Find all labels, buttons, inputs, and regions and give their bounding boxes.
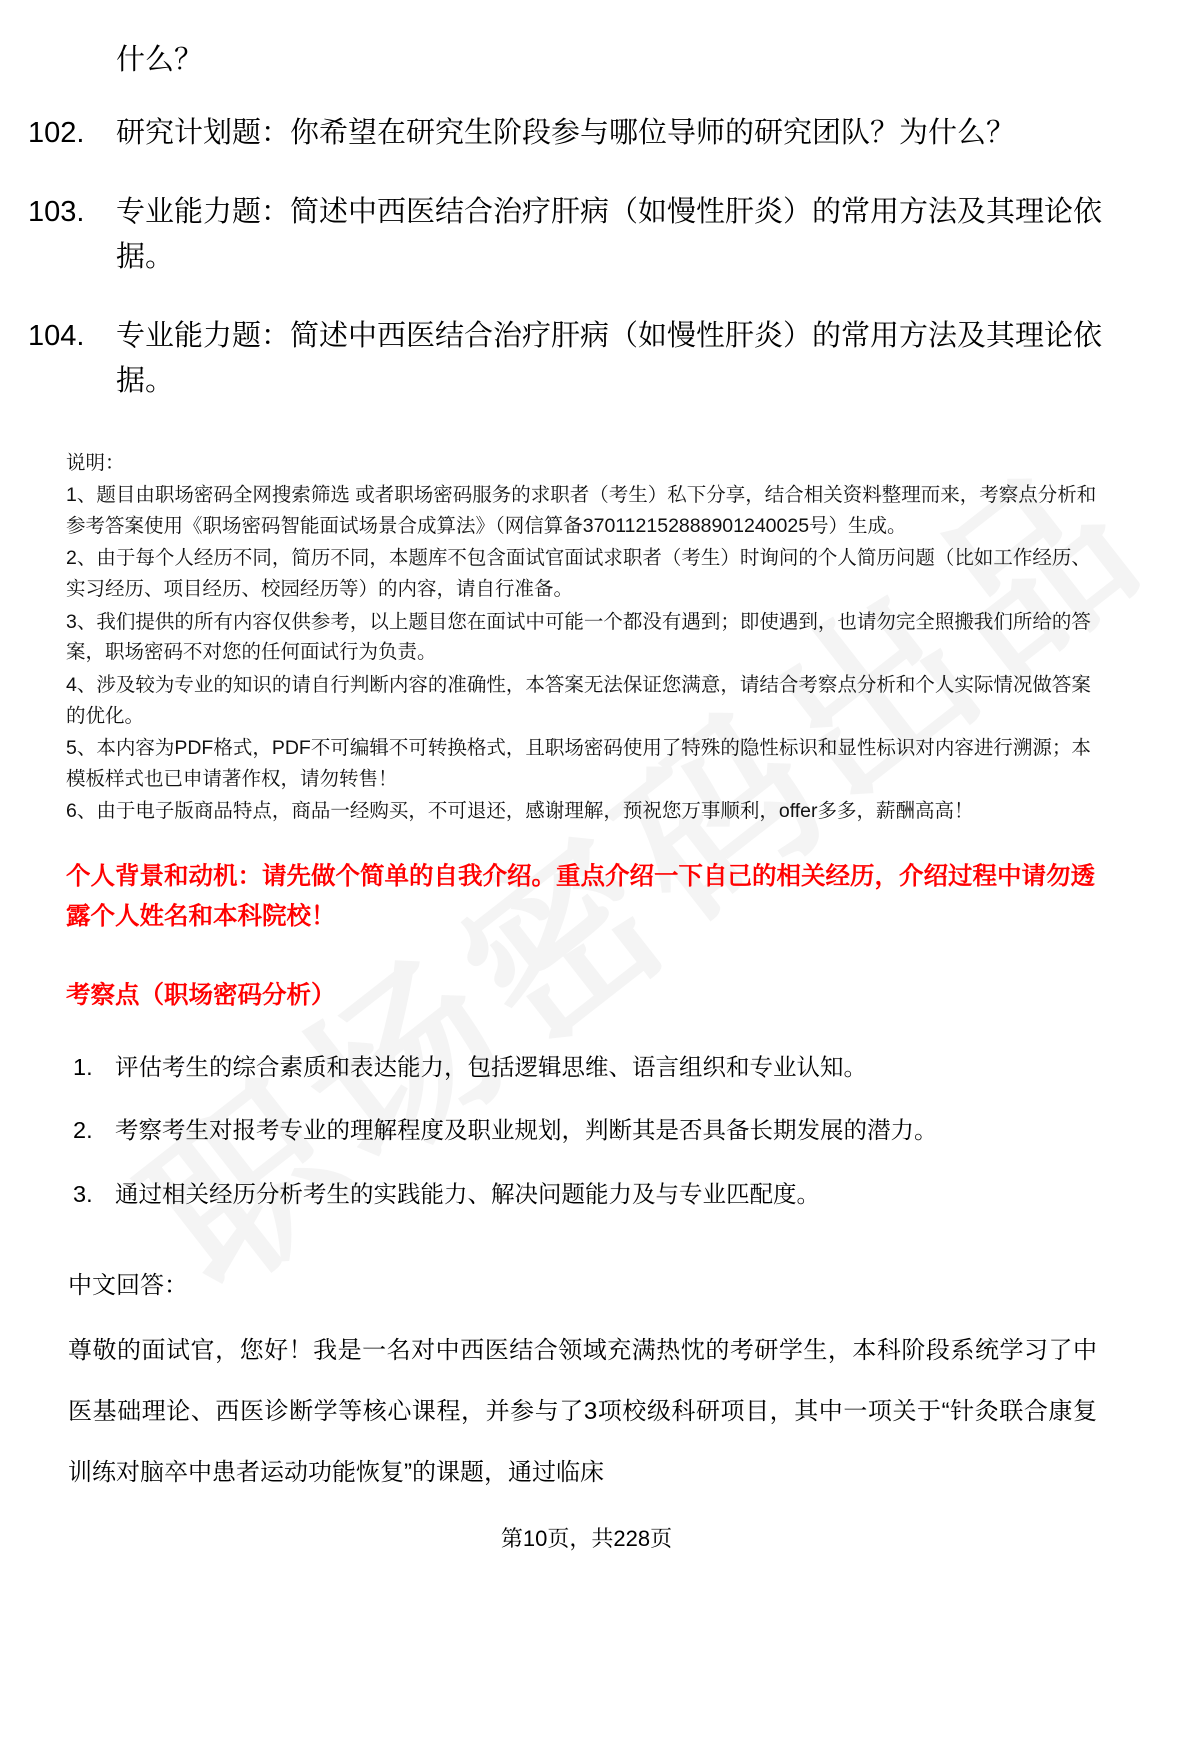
- analysis-item-number: 1.: [73, 1053, 93, 1080]
- note-line: 2、由于每个人经历不同，简历不同，本题库不包含面试官面试求职者（考生）时询问的个人简历问题（比如工作经历、实习经历、项目经历、校园经历等）的内容，请自行准备。: [66, 547, 1091, 601]
- question-item: [28, 111, 1145, 156]
- note-line: 1、题目由职场密码全网搜索筛选 或者职场密码服务的求职者（考生）私下分享，结合相关资料整理而来，考察点分析和参考答案使用《职场密码智能面试场景合成算法》（网信算备370112152888901240025号）生成。: [66, 484, 1097, 537]
- question-text: 研究计划题：你希望在研究生阶段参与哪位导师的研究团队？为什么？: [116, 116, 1016, 149]
- question-number: 104.: [28, 319, 85, 352]
- question-text: 专业能力题：简述中西医结合治疗肝病（如慢性肝炎）的常用方法及其理论依据。: [116, 319, 1103, 397]
- analysis-item-text: 考察考生对报考专业的理解程度及职业规划，判断其是否具备长期发展的潜力。: [115, 1117, 938, 1144]
- question-item: [28, 190, 1145, 280]
- question-item: [28, 314, 1145, 404]
- analysis-heading: 考察点（职场密码分析）: [66, 981, 336, 1009]
- analysis-item-number: 2.: [73, 1117, 93, 1144]
- note-line: 5、本内容为PDF格式，PDF不可编辑不可转换格式，且职场密码使用了特殊的隐性标识和显性标识对内容进行溯源；本模板样式也已申请著作权，请勿转售！: [66, 737, 1091, 790]
- analysis-item: [73, 1172, 1100, 1218]
- red-question-prompt: 个人背景和动机：请先做个简单的自我介绍。重点介绍一下自己的相关经历，介绍过程中请勿透露个人姓名和本科院校！: [66, 862, 1095, 931]
- note-line: 4、涉及较为专业的知识的请自行判断内容的准确性，本答案无法保证您满意，请结合考察点分析和个人实际情况做答案的优化。: [66, 673, 1091, 727]
- question-continuation: 什么？: [116, 44, 204, 76]
- notes-title: 说明：: [66, 451, 125, 474]
- question-number: 103.: [28, 195, 85, 228]
- analysis-item-text: 通过相关经历分析考生的实践能力、解决问题能力及与专业匹配度。: [115, 1181, 820, 1208]
- analysis-item: [73, 1108, 1100, 1154]
- answer-paragraph: 尊敬的面试官，您好！我是一名对中西医结合领域充满热忱的考研学生，本科阶段系统学习了中医基础理论、西医诊断学等核心课程，并参与了3项校级科研项目，其中一项关于“针灸联合康复训练对脑卒中患者运动功能恢复”的课题，通过临床: [68, 1336, 1097, 1487]
- note-line: 6、由于电子版商品特点，商品一经购买，不可退还，感谢理解，预祝您万事顺利，offer多多，薪酬高高！: [66, 800, 974, 823]
- question-text: 专业能力题：简述中西医结合治疗肝病（如慢性肝炎）的常用方法及其理论依据。: [116, 195, 1103, 273]
- answer-language-label: 中文回答：: [68, 1271, 188, 1299]
- analysis-item: [73, 1045, 1100, 1091]
- page-number-footer: 第10页，共228页: [500, 1525, 673, 1551]
- analysis-item-text: 评估考生的综合素质和表达能力，包括逻辑思维、语言组织和专业认知。: [115, 1053, 867, 1080]
- analysis-item-number: 3.: [73, 1181, 93, 1208]
- question-number: 102.: [28, 116, 85, 149]
- analysis-list: [73, 1045, 1100, 1218]
- notes-section: [66, 448, 1105, 827]
- note-line: 3、我们提供的所有内容仅供参考，以上题目您在面试中可能一个都没有遇到；即使遇到，也请勿完全照搬我们所给的答案，职场密码不对您的任何面试行为负责。: [66, 610, 1091, 664]
